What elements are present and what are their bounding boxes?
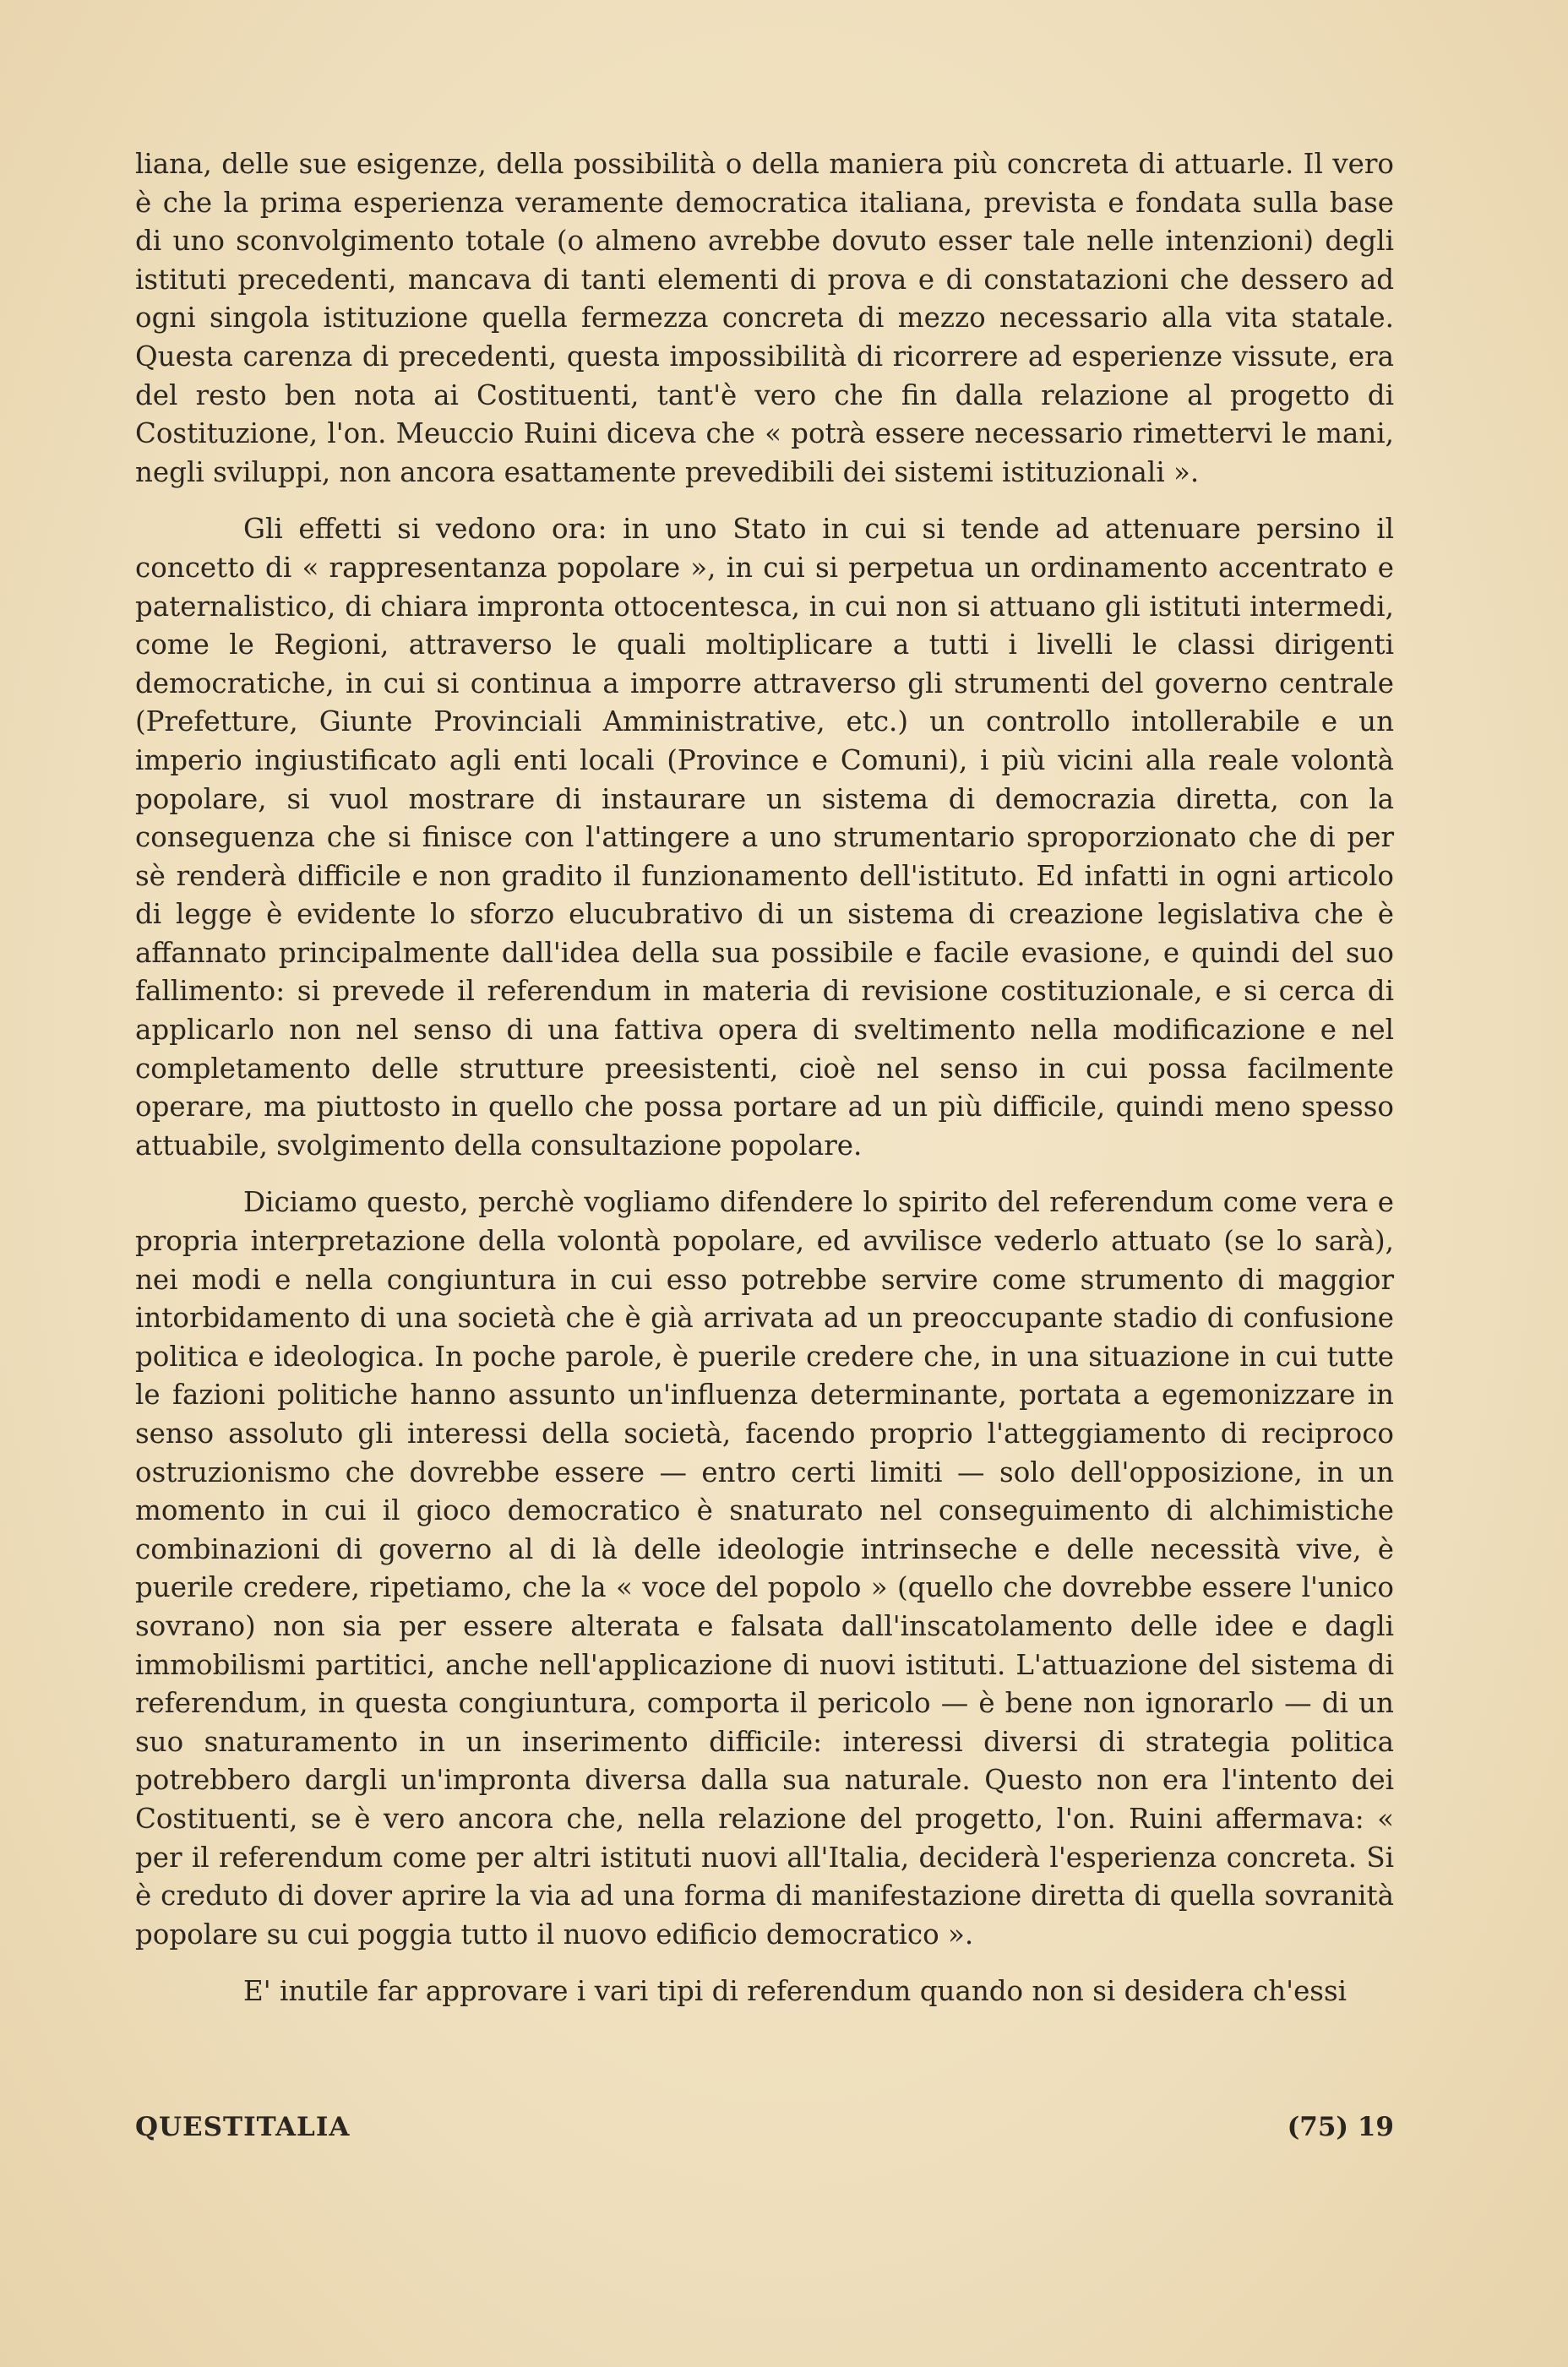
article-body	[135, 145, 1394, 2011]
paragraph-3: Diciamo questo, perchè vogliamo difendere lo spirito del referendum come vera e propria interpretazione della volontà popolare, ed avvilisce vederlo attuato (se lo sarà), nei modi e nella congiuntura in cui esso potrebbe servire come strumento di maggior intorbidamento di una società che è già arrivata ad un preoccupante stadio di confusione politica e ideologica. In poche parole, è puerile credere che, in una situazione in cui tutte le fazioni politiche hanno assunto un'influenza determinante, portata a egemonizzare in senso assoluto gli interessi della società, facendo proprio l'atteggiamento di reciproco ostruzionismo che dovrebbe essere — entro certi limiti — solo dell'opposizione, in un momento in cui il gioco democratico è snaturato nel conseguimento di alchimistiche combinazioni di governo al di là delle ideologie intrinseche e delle necessità vive, è puerile credere, ripetiamo, che la « voce del popolo » (quello che dovrebbe essere l'unico sovrano) non sia per essere alterata e falsata dall'inscatolamento delle idee e dagli immobilismi partitici, anche nell'applicazione di nuovi istituti. L'attuazione del sistema di referendum, in questa congiuntura, comporta il pericolo — è bene non ignorarlo — di un suo snaturamento in un inserimento difficile: interessi diversi di strategia politica potrebbero dargli un'impronta diversa dalla sua naturale. Questo non era l'intento dei Costituenti, se è vero ancora che, nella relazione del progetto, l'on. Ruini affermava: « per il referendum come per altri istituti nuovi all'Italia, deciderà l'esperienza concreta. Si è creduto di dover aprire la via ad una forma di manifestazione diretta di quella sovranità popolare su cui poggia tutto il nuovo edificio democratico ».	[135, 1186, 1394, 1951]
paragraph-4: E' inutile far approvare i vari tipi di referendum quando non si desidera ch'essi	[243, 1975, 1348, 2008]
paragraph-2: Gli effetti si vedono ora: in uno Stato in cui si tende ad attenuare persino il concetto di « rappresentanza popolare », in cui si perpetua un ordinamento accentrato e paternalistico, di chiara impronta ottocentesca, in cui non si attuano gli istituti intermedi, come le Regioni, attraverso le quali moltiplicare a tutti i livelli le classi dirigenti democratiche, in cui si continua a imporre attraverso gli strumenti del governo centrale (Prefetture, Giunte Provinciali Amministrative, etc.) un controllo intollerabile e un imperio ingiustificato agli enti locali (Province e Comuni), i più vicini alla reale volontà popolare, si vuol mostrare di instaurare un sistema di democrazia diretta, con la conseguenza che si finisce con l'attingere a uno strumentario sproporzionato che di per sè renderà difficile e non gradito il funzionamento dell'istituto. Ed infatti in ogni articolo di legge è evidente lo sforzo elucubrativo di un sistema di creazione legislativa che è affannato principalmente dall'idea della sua possibile e facile evasione, e quindi del suo fallimento: si prevede il referendum in materia di revisione costituzionale, e si cerca di applicarlo non nel senso di una fattiva opera di sveltimento nella modificazione e nel completamento delle strutture preesistenti, cioè nel senso in cui possa facilmente operare, ma piuttosto in quello che possa portare ad un più difficile, quindi meno spesso attuabile, svolgimento della consultazione popolare.	[135, 513, 1394, 1162]
paragraph-1: liana, delle sue esigenze, della possibilità o della maniera più concreta di attuarle. Il vero è che la prima esperienza veramente democratica italiana, prevista e fondata sulla base di uno sconvolgimento totale (o almeno avrebbe dovuto esser tale nelle intenzioni) degli istituti precedenti, mancava di tanti elementi di prova e di constatazioni che dessero ad ogni singola istituzione quella fermezza concreta di mezzo necessario alla vita statale. Questa carenza di precedenti, questa impossibilità di ricorrere ad esperienze vissute, era del resto ben nota ai Costituenti, tant'è vero che fin dalla relazione al progetto di Costituzione, l'on. Meuccio Ruini diceva che « potrà essere necessario rimettervi le mani, negli sviluppi, non ancora esattamente prevedibili dei sistemi istituzionali ».	[135, 148, 1394, 488]
publication-name: QUESTITALIA	[135, 2112, 351, 2142]
page-number: (75) 19	[1287, 2112, 1394, 2142]
